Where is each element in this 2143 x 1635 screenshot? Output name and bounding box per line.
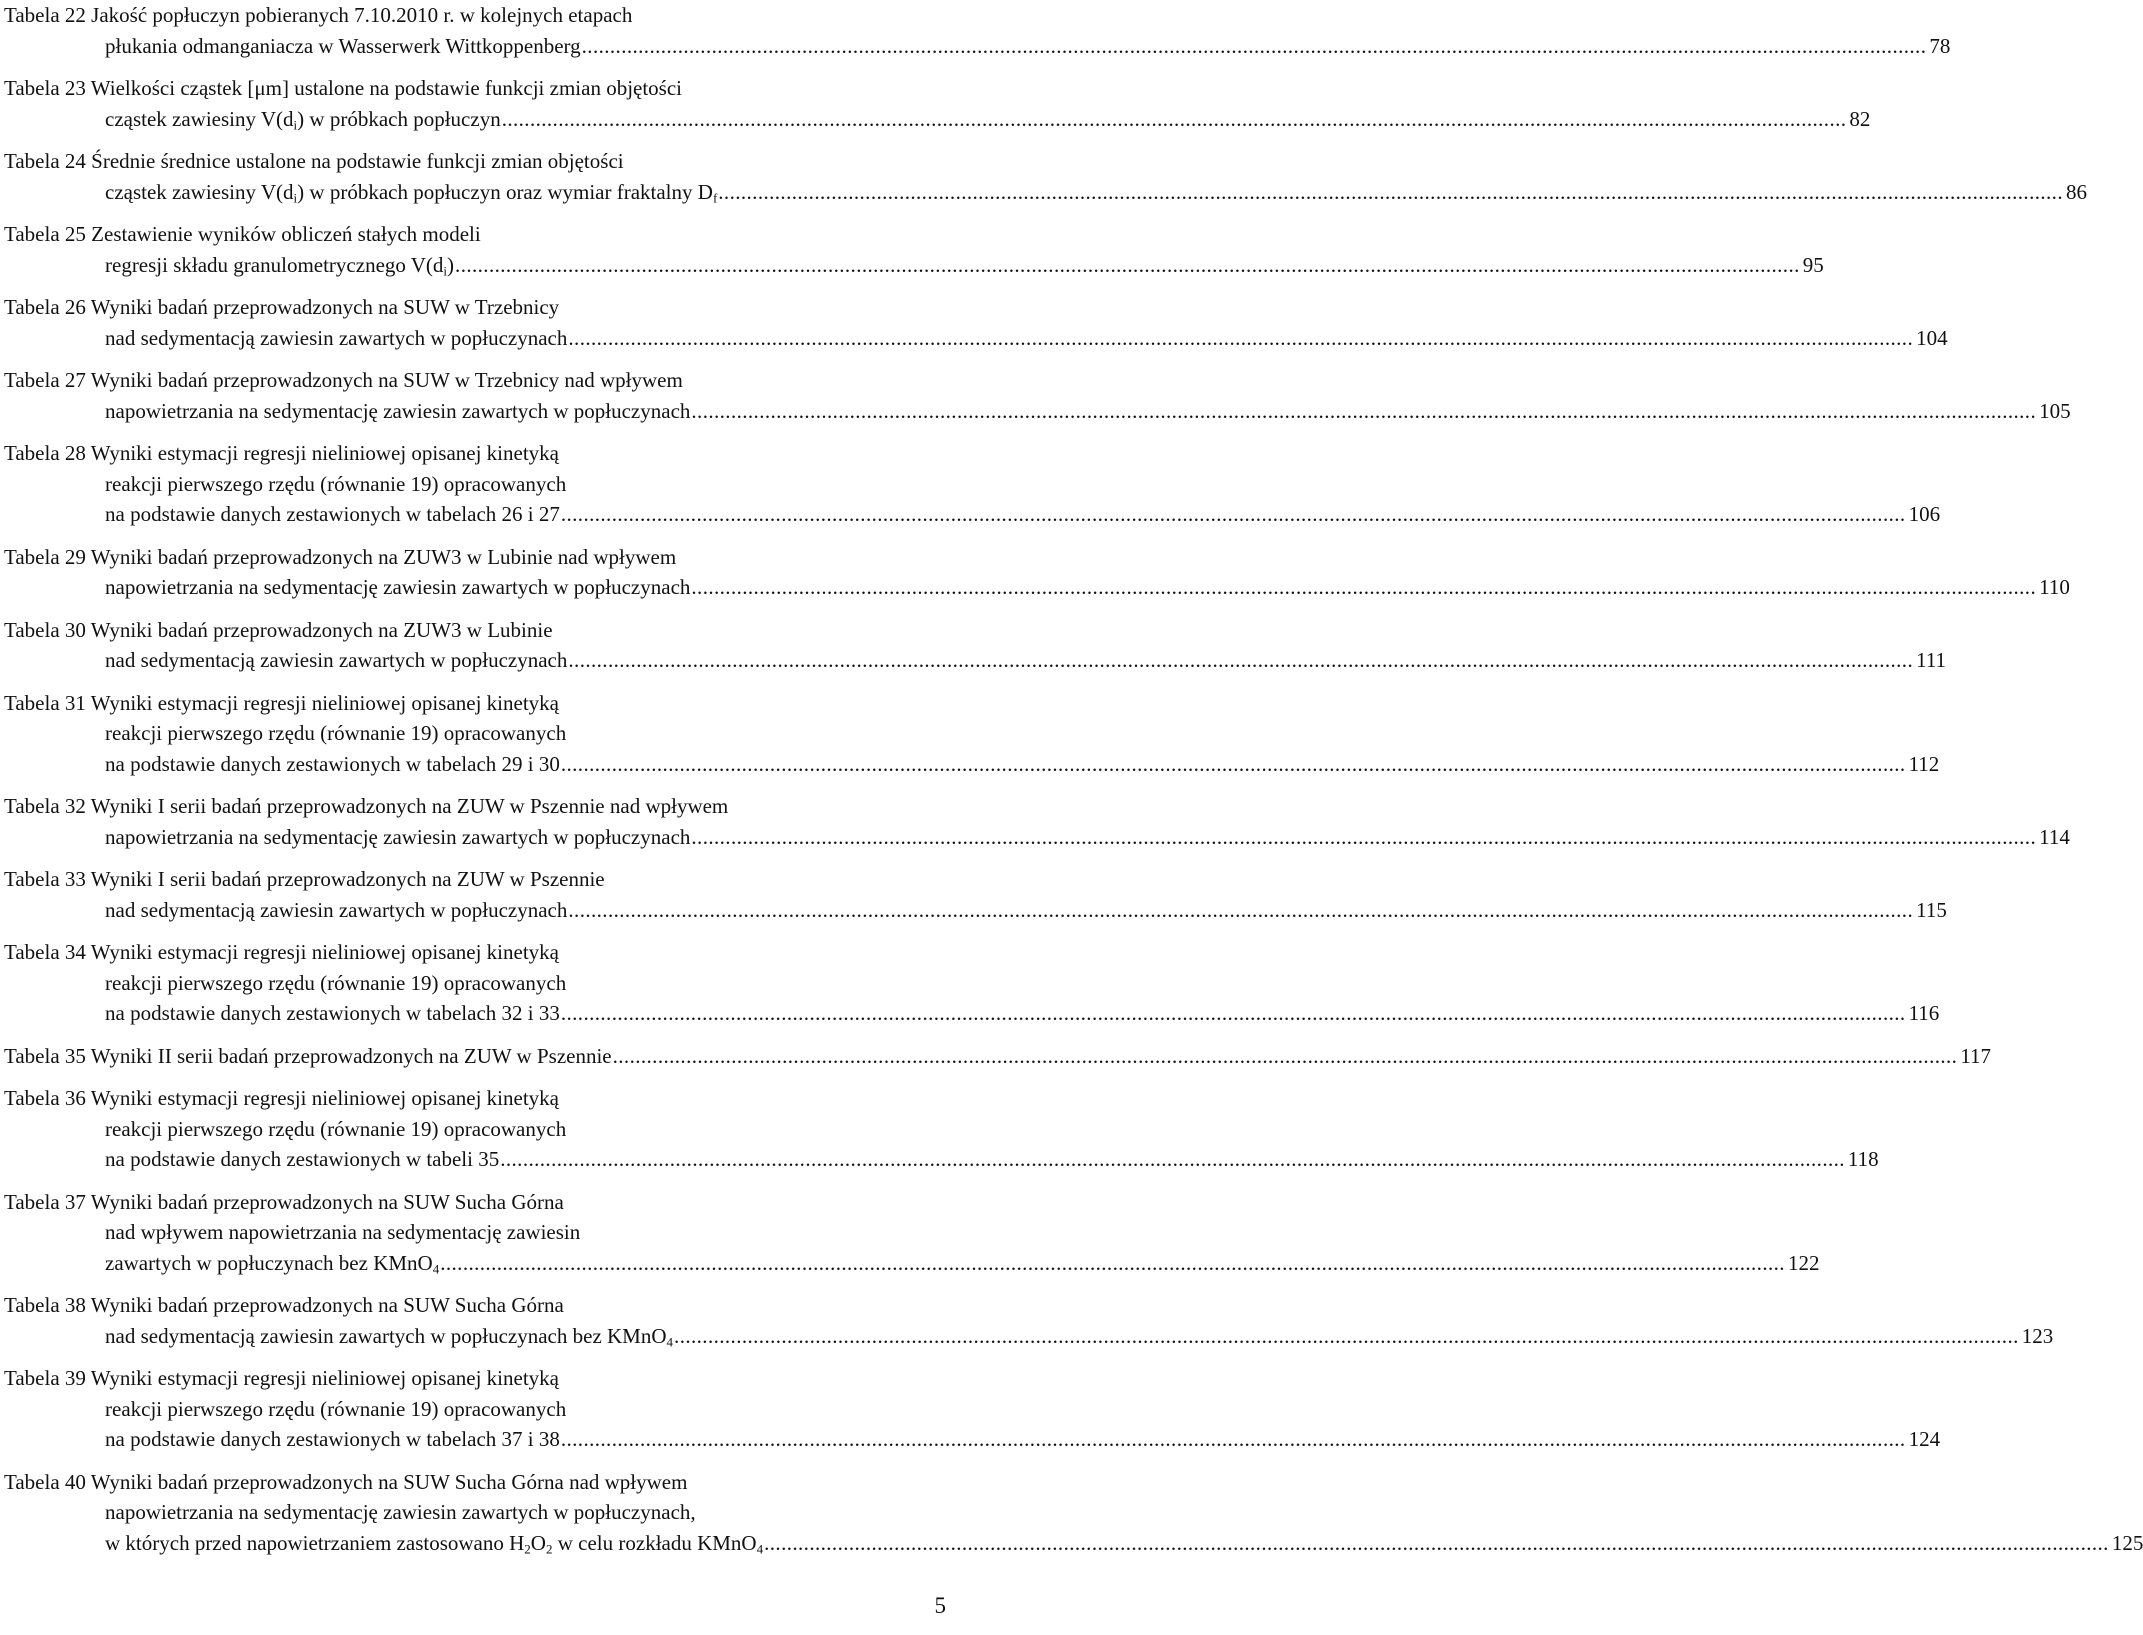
toc-entry-title: nad wpływem napowietrzania na sedymentację zawiesin — [105, 1220, 581, 1244]
toc-page-number: 116 — [1908, 1001, 1940, 1025]
toc-entry-text — [105, 749, 560, 780]
toc-entry-title: Wyniki I serii badań przeprowadzonych na ZUW w Pszennie — [90, 867, 605, 891]
toc-entry-text — [4, 149, 624, 173]
toc-page-number: 125 — [2111, 1530, 2143, 1555]
toc-entry-text — [4, 794, 728, 818]
toc-entry-line — [4, 250, 1824, 281]
toc-entry-title: napowietrzania na sedymentację zawiesin zawartych w popłuczynach — [105, 398, 691, 423]
toc-entry-text — [105, 1397, 566, 1421]
toc-entry[interactable] — [4, 438, 1941, 530]
toc-entry-title: nad sedymentacją zawiesin zawartych w popłuczynach — [105, 648, 568, 672]
page-number: 5 — [934, 1593, 946, 1618]
toc-entry-line — [4, 1290, 920, 1321]
toc-entry[interactable] — [4, 1083, 1879, 1175]
toc-entry-text — [105, 104, 501, 135]
toc-entry-line — [4, 1114, 920, 1145]
toc-entry-line — [4, 1248, 1820, 1279]
toc-entry[interactable] — [4, 1363, 1941, 1455]
toc-entry-line — [4, 1363, 920, 1394]
toc-entry-line — [4, 396, 2071, 427]
toc-entry-title: Wielkości cząstek [μm] ustalone na podstawie funkcji zmian objętości — [90, 76, 683, 100]
toc-entry-label: Tabela 26 — [4, 295, 91, 319]
toc-entry-title: nad sedymentacją zawiesin zawartych w popłuczynach — [105, 325, 568, 350]
toc-page-number: 86 — [2065, 179, 2087, 204]
toc-entry-text — [105, 971, 566, 995]
toc-entry[interactable] — [4, 615, 1947, 676]
toc-entry-label: Tabela 31 — [4, 690, 91, 715]
toc-entry-line — [4, 146, 920, 177]
toc-entry-label: Tabela 29 — [4, 544, 91, 569]
toc-page-number: 117 — [1960, 1043, 1992, 1068]
toc-entry-title: Wyniki badań przeprowadzonych na SUW Sucha Górna nad wpływem — [90, 1469, 688, 1494]
toc-entry-line — [4, 1528, 2143, 1559]
toc-entry-text — [105, 998, 560, 1029]
toc-entry[interactable] — [4, 864, 1947, 925]
toc-entry-line — [4, 615, 920, 646]
toc-entry[interactable] — [4, 1041, 1992, 1072]
toc-page-number: 118 — [1847, 1147, 1879, 1171]
toc-entry-title: Wyniki badań przeprowadzonych na ZUW3 w Lubinie — [90, 617, 553, 642]
toc-entry-title: regresji składu granulometrycznego $V(d_i)$ — [105, 252, 455, 278]
toc-entry-text — [105, 721, 566, 745]
toc-entry-title: cząstek zawiesiny $V(d_i)$ w próbkach popłuczyn — [105, 106, 501, 132]
toc-entry-text — [105, 822, 690, 853]
toc-entry-line — [4, 718, 920, 749]
toc-entry-label: Tabela 25 — [4, 222, 92, 246]
toc-entry-title: Wyniki estymacji regresji nieliniowej opisanej kinetyką — [90, 690, 559, 715]
toc-entry-title: Średnie średnice ustalone na podstawie funkcji zmian objętości — [91, 149, 624, 173]
toc-entry[interactable] — [4, 542, 2070, 603]
toc-entry-text — [105, 645, 567, 676]
toc-entry-title: na podstawie danych zestawionych w tabelach 26 i 27 — [105, 502, 560, 526]
toc-entry-text — [105, 1117, 566, 1141]
toc-entry-line — [4, 542, 920, 573]
toc-entry-text — [105, 1424, 560, 1455]
toc-entry-text — [105, 472, 566, 496]
toc-entry-line — [4, 1467, 920, 1498]
toc-entry-label: Tabela 37 — [4, 1189, 91, 1214]
toc-entry-title: napowietrzania na sedymentację zawiesin zawartych w popłuczynach — [105, 824, 691, 849]
toc-entry[interactable] — [4, 791, 2070, 852]
toc-entry-text — [4, 3, 632, 27]
toc-entry-title: zawartych w popłuczynach bez KMnO$_4$ — [105, 1250, 440, 1276]
toc-entry-title: reakcji pierwszego rzędu (równanie 19) opracowanych — [105, 970, 567, 995]
toc-entry-text — [4, 222, 481, 246]
toc-entry-title: nad sedymentacją zawiesin zawartych w popłuczynach bez KMnO$_4$ — [105, 1323, 674, 1349]
toc-leader-dots — [500, 1144, 1845, 1175]
toc-entry-line — [4, 292, 920, 323]
toc-entry-line — [4, 177, 2087, 208]
toc-entry-title: Wyniki badań przeprowadzonych na SUW Sucha Górna — [90, 1293, 564, 1317]
toc-entry-title: w których przed napowietrzaniem zastosowano $H_2O_2$ w celu rozkładu KMnO$_4$ — [105, 1530, 764, 1556]
toc-leader-dots — [718, 177, 2063, 208]
toc-page-number: 82 — [1849, 106, 1871, 131]
toc-entry[interactable] — [4, 219, 1824, 280]
toc-entry-text — [105, 250, 454, 281]
toc-entry-title: na podstawie danych zestawionych w tabelach 29 i 30 — [105, 751, 560, 776]
toc-entry-line — [4, 323, 1948, 354]
toc-entry[interactable] — [4, 1467, 2143, 1559]
toc-page-number: 115 — [1916, 897, 1947, 922]
toc-entry-text — [105, 396, 690, 427]
toc-entry-title: nad sedymentacją zawiesin zawartych w popłuczynach — [105, 897, 568, 922]
toc-leader-dots — [561, 499, 1906, 530]
toc-entry-line — [4, 645, 1947, 676]
toc-entry-line — [4, 499, 1941, 530]
toc-leader-dots — [613, 1041, 1958, 1072]
toc-entry-text — [105, 1220, 580, 1244]
toc-entry-line — [4, 791, 920, 822]
toc-entry-label: Tabela 40 — [4, 1469, 91, 1494]
toc-entry-text — [4, 691, 559, 715]
toc-entry-title: Wyniki badań przeprowadzonych na SUW Sucha Górna — [90, 1189, 564, 1214]
toc-entry-title: reakcji pierwszego rzędu (równanie 19) opracowanych — [105, 1116, 567, 1141]
toc-entry-line — [4, 688, 920, 719]
toc-entry-line — [4, 104, 1871, 135]
toc-entry-title: Wyniki estymacji regresji nieliniowej opisanej kinetyką — [90, 441, 559, 465]
toc-entry[interactable] — [4, 0, 1951, 61]
toc-entry-line — [4, 1144, 1879, 1175]
toc-entry-text — [105, 1528, 763, 1559]
toc-entry[interactable] — [4, 688, 1940, 780]
toc-leader-dots — [561, 998, 1906, 1029]
toc-entry-text — [105, 572, 690, 603]
toc-page-number: 122 — [1787, 1250, 1820, 1275]
toc-entry-title: reakcji pierwszego rzędu (równanie 19) opracowanych — [105, 471, 567, 496]
toc-entry-title: Wyniki badań przeprowadzonych na SUW w Trzebnicy — [90, 295, 560, 319]
toc-entry-label: Tabela 36 — [4, 1086, 91, 1110]
toc-entry[interactable] — [4, 1187, 1820, 1279]
toc-entry-text — [4, 368, 683, 392]
toc-leader-dots — [568, 323, 1913, 354]
toc-entry-title: Wyniki estymacji regresji nieliniowej opisanej kinetyką — [90, 1086, 559, 1110]
toc-leader-dots — [568, 645, 1913, 676]
toc-entry-line — [4, 365, 920, 396]
toc-entry-label: Tabela 39 — [4, 1366, 91, 1390]
toc-leader-dots — [561, 1424, 1906, 1455]
toc-entry-text — [105, 1500, 696, 1524]
toc-entry-text — [4, 1366, 559, 1390]
toc-entry-title: Wyniki I serii badań przeprowadzonych na ZUW w Pszennie nad wpływem — [90, 794, 729, 818]
toc-page-number: 105 — [2039, 398, 2071, 423]
toc-entry-line — [4, 937, 920, 968]
toc-entry-line — [4, 822, 2070, 853]
toc-leader-dots — [440, 1248, 1785, 1279]
toc-entry-line — [4, 968, 920, 999]
toc-entry-label: Tabela 30 — [4, 617, 91, 642]
toc-entry-title: Jakość popłuczyn pobieranych 7.10.2010 r. w kolejnych etapach — [91, 3, 633, 27]
toc-entry-title: napowietrzania na sedymentację zawiesin zawartych w popłuczynach — [105, 575, 691, 599]
toc-entry-line — [4, 1187, 920, 1218]
toc-page-number: 112 — [1908, 751, 1940, 776]
toc-entry-text — [4, 76, 682, 100]
toc-page-number: 124 — [1908, 1427, 1941, 1451]
toc-entry-text — [4, 618, 553, 642]
toc-entry-text — [105, 177, 717, 208]
table-of-contents — [4, 0, 2143, 1570]
toc-entry-text — [4, 441, 559, 465]
toc-leader-dots — [455, 250, 1800, 281]
toc-entry-label: Tabela 28 — [4, 441, 91, 465]
toc-entry-line — [4, 1321, 2054, 1352]
toc-entry-title: na podstawie danych zestawionych w tabeli 35 — [105, 1147, 500, 1171]
toc-entry[interactable] — [4, 73, 1871, 134]
toc-entry[interactable] — [4, 1290, 2054, 1351]
toc-entry-label: Tabela 22 — [4, 3, 92, 27]
toc-entry-text — [4, 1293, 564, 1317]
toc-entry[interactable] — [4, 365, 2071, 426]
toc-entry-line — [4, 438, 920, 469]
toc-entry-title: Wyniki badań przeprowadzonych na ZUW3 w Lubinie nad wpływem — [90, 544, 677, 569]
toc-entry-title: reakcji pierwszego rzędu (równanie 19) opracowanych — [105, 721, 567, 745]
toc-leader-dots — [691, 572, 2036, 603]
toc-entry-title: napowietrzania na sedymentację zawiesin zawartych w popłuczynach, — [105, 1500, 696, 1524]
toc-entry-title: Zestawienie wyników obliczeń stałych modeli — [91, 222, 481, 246]
toc-entry-text — [105, 31, 581, 62]
toc-entry-title: na podstawie danych zestawionych w tabelach 37 i 38 — [105, 1427, 560, 1451]
toc-page-number: 104 — [1916, 325, 1948, 350]
toc-entry-title: płukania odmanganiacza w Wasserwerk Wittkoppenberg — [105, 33, 581, 58]
toc-entry[interactable] — [4, 937, 1940, 1029]
toc-entry-text — [4, 545, 676, 569]
toc-entry-label: Tabela 27 — [4, 368, 91, 392]
toc-entry-line — [4, 1497, 920, 1528]
toc-entry-line — [4, 572, 2070, 603]
toc-entry-text — [105, 1321, 673, 1352]
toc-entry[interactable] — [4, 146, 2087, 207]
toc-entry-text — [105, 499, 560, 530]
toc-entry-label: Tabela 23 — [4, 76, 91, 100]
toc-entry-line — [4, 1424, 1941, 1455]
toc-entry-text — [105, 1248, 439, 1279]
toc-entry-title: Wyniki estymacji regresji nieliniowej opisanej kinetyką — [90, 940, 559, 964]
toc-entry-text — [105, 1144, 499, 1175]
toc-entry-line — [4, 1394, 920, 1425]
toc-entry-text — [4, 295, 559, 319]
toc-entry-label: Tabela 34 — [4, 940, 91, 964]
toc-entry-text — [4, 1041, 612, 1072]
toc-entry-line — [4, 749, 1940, 780]
toc-entry-line — [4, 998, 1940, 1029]
toc-entry-title: Wyniki estymacji regresji nieliniowej opisanej kinetyką — [90, 1366, 559, 1390]
toc-entry-text — [4, 1086, 559, 1110]
toc-entry[interactable] — [4, 292, 1948, 353]
toc-entry-line — [4, 469, 920, 500]
toc-entry-text — [105, 323, 567, 354]
toc-leader-dots — [582, 31, 1927, 62]
toc-page-number: 78 — [1929, 33, 1951, 58]
toc-entry-title: cząstek zawiesiny $V(d_i)$ w próbkach popłuczyn oraz wymiar fraktalny $D_f$ — [105, 179, 718, 205]
toc-entry-line — [4, 31, 1951, 62]
toc-entry-label: Tabela 33 — [4, 867, 91, 891]
toc-page-number: 114 — [2039, 824, 2070, 849]
toc-entry-title: Wyniki badań przeprowadzonych na SUW w Trzebnicy nad wpływem — [90, 368, 683, 392]
toc-leader-dots — [674, 1321, 2019, 1352]
toc-entry-line — [4, 1217, 920, 1248]
toc-entry-text — [105, 895, 567, 926]
toc-entry-title: Wyniki II serii badań przeprowadzonych na ZUW w Pszennie — [90, 1043, 612, 1068]
toc-entry-text — [4, 867, 605, 891]
toc-entry-label: Tabela 32 — [4, 794, 91, 818]
toc-entry-line — [4, 1041, 1992, 1072]
toc-leader-dots — [691, 396, 2036, 427]
toc-entry-line — [4, 1083, 920, 1114]
toc-entry-text — [4, 940, 559, 964]
toc-leader-dots — [502, 104, 1847, 135]
toc-entry-text — [4, 1470, 687, 1494]
toc-leader-dots — [764, 1528, 2109, 1559]
toc-page-number: 95 — [1802, 252, 1824, 277]
toc-entry-label: Tabela 24 — [4, 149, 92, 173]
toc-entry-text — [4, 1190, 564, 1214]
toc-entry-label: Tabela 38 — [4, 1293, 91, 1317]
toc-page-number: 106 — [1908, 502, 1941, 526]
toc-entry-line — [4, 864, 920, 895]
toc-entry-line — [4, 0, 920, 31]
toc-page-number: 110 — [2039, 575, 2070, 599]
toc-entry-title: reakcji pierwszego rzędu (równanie 19) opracowanych — [105, 1396, 567, 1421]
toc-leader-dots — [691, 822, 2036, 853]
toc-entry-title: na podstawie danych zestawionych w tabelach 32 i 33 — [105, 1001, 560, 1025]
toc-page-number: 111 — [1916, 648, 1947, 672]
toc-entry-line — [4, 895, 1947, 926]
toc-entry-label: Tabela 35 — [4, 1043, 91, 1068]
toc-entry-line — [4, 219, 920, 250]
toc-leader-dots — [568, 895, 1913, 926]
toc-entry-line — [4, 73, 920, 104]
toc-leader-dots — [561, 749, 1906, 780]
toc-page-number: 123 — [2021, 1323, 2054, 1348]
